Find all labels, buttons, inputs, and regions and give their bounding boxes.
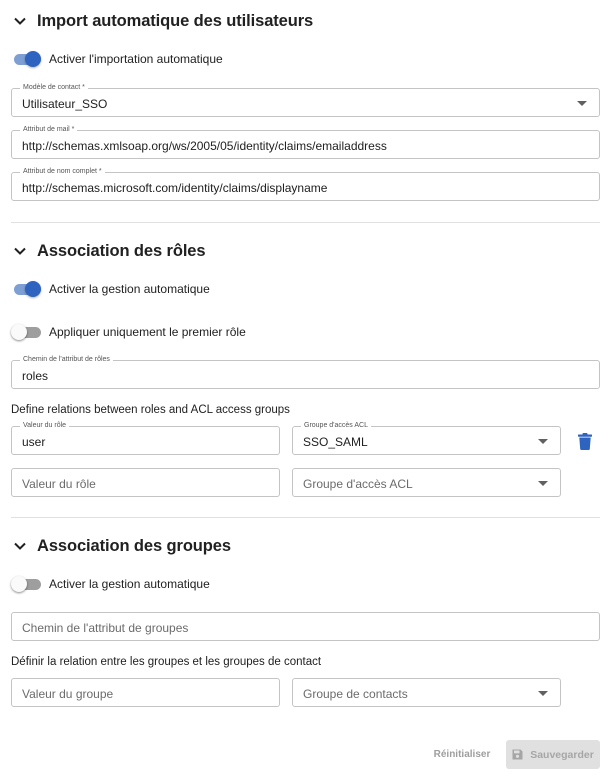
field-label: Valeur du rôle <box>20 422 69 430</box>
field-value: http://schemas.microsoft.com/identity/claims/displayname <box>22 181 328 195</box>
field-placeholder: Valeur du groupe <box>22 687 114 701</box>
field-label: Modèle de contact * <box>20 84 88 92</box>
dropdown-arrow-icon[interactable] <box>538 691 548 696</box>
field-placeholder: Groupe de contacts <box>303 687 408 701</box>
chevron-down-icon[interactable] <box>11 537 29 555</box>
group-value-input[interactable] <box>11 678 280 707</box>
field-label: Chemin de l'attribut de rôles <box>20 356 113 364</box>
role-value-input[interactable] <box>11 422 280 455</box>
chevron-down-icon[interactable] <box>11 242 29 260</box>
save-icon <box>512 749 523 760</box>
first-role-toggle-row[interactable] <box>11 322 246 342</box>
groups-relations-text: Définir la relation entre les groupes et les groupes de contact <box>11 656 322 668</box>
groups-attribute-path-input[interactable] <box>11 612 600 641</box>
fullname-attribute-input[interactable] <box>11 168 600 201</box>
field-value: roles <box>22 369 49 383</box>
roles-auto-switch[interactable] <box>11 279 41 299</box>
first-role-switch[interactable] <box>11 322 41 342</box>
roles-section-header[interactable] <box>11 239 205 263</box>
field-placeholder: Chemin de l'attribut de groupes <box>22 621 189 635</box>
import-section-header[interactable] <box>11 9 313 33</box>
dropdown-arrow-icon[interactable] <box>538 439 548 444</box>
new-role-value-input[interactable] <box>11 468 280 497</box>
section-title: Import automatique des utilisateurs <box>37 11 314 30</box>
reset-button[interactable]: Réinitialiser <box>433 749 491 760</box>
divider <box>11 222 600 223</box>
new-acl-group-select[interactable] <box>292 468 561 497</box>
chevron-down-icon[interactable] <box>11 12 29 30</box>
groups-auto-toggle-row[interactable] <box>11 574 210 594</box>
field-value: SSO_SAML <box>303 435 368 449</box>
field-value: http://schemas.xmlsoap.org/ws/2005/05/identity/claims/emailaddress <box>22 139 387 153</box>
roles-attribute-path-input[interactable] <box>11 356 600 389</box>
field-label: Attribut de mail * <box>20 126 77 134</box>
field-placeholder: Valeur du rôle <box>22 477 96 491</box>
auto-import-switch[interactable] <box>11 49 41 69</box>
contact-group-select[interactable] <box>292 678 561 707</box>
save-button-label: Sauvegarder <box>530 748 594 761</box>
section-title: Association des rôles <box>37 241 206 260</box>
divider <box>11 517 600 518</box>
auto-import-toggle-row[interactable] <box>11 49 223 69</box>
auto-import-label: Activer l'importation automatique <box>49 52 223 66</box>
acl-group-select[interactable] <box>292 422 561 455</box>
roles-relations-text: Define relations between roles and ACL access groups <box>11 404 290 416</box>
field-value: user <box>22 435 46 449</box>
groups-auto-switch[interactable] <box>11 574 41 594</box>
field-label: Attribut de nom complet * <box>20 168 105 176</box>
section-title: Association des groupes <box>37 536 231 555</box>
groups-auto-label: Activer la gestion automatique <box>49 577 210 591</box>
field-placeholder: Groupe d'accès ACL <box>303 477 413 491</box>
dropdown-arrow-icon[interactable] <box>577 101 587 106</box>
mail-attribute-input[interactable] <box>11 126 600 159</box>
field-value: Utilisateur_SSO <box>22 97 108 111</box>
field-label: Groupe d'accès ACL <box>301 422 371 430</box>
groups-section-header[interactable] <box>11 534 231 558</box>
delete-icon[interactable] <box>578 433 594 451</box>
first-role-label: Appliquer uniquement le premier rôle <box>49 325 246 339</box>
save-button[interactable] <box>506 740 600 769</box>
dropdown-arrow-icon[interactable] <box>538 481 548 486</box>
roles-auto-toggle-row[interactable] <box>11 279 210 299</box>
contact-template-select[interactable] <box>11 84 600 117</box>
roles-auto-label: Activer la gestion automatique <box>49 282 210 296</box>
